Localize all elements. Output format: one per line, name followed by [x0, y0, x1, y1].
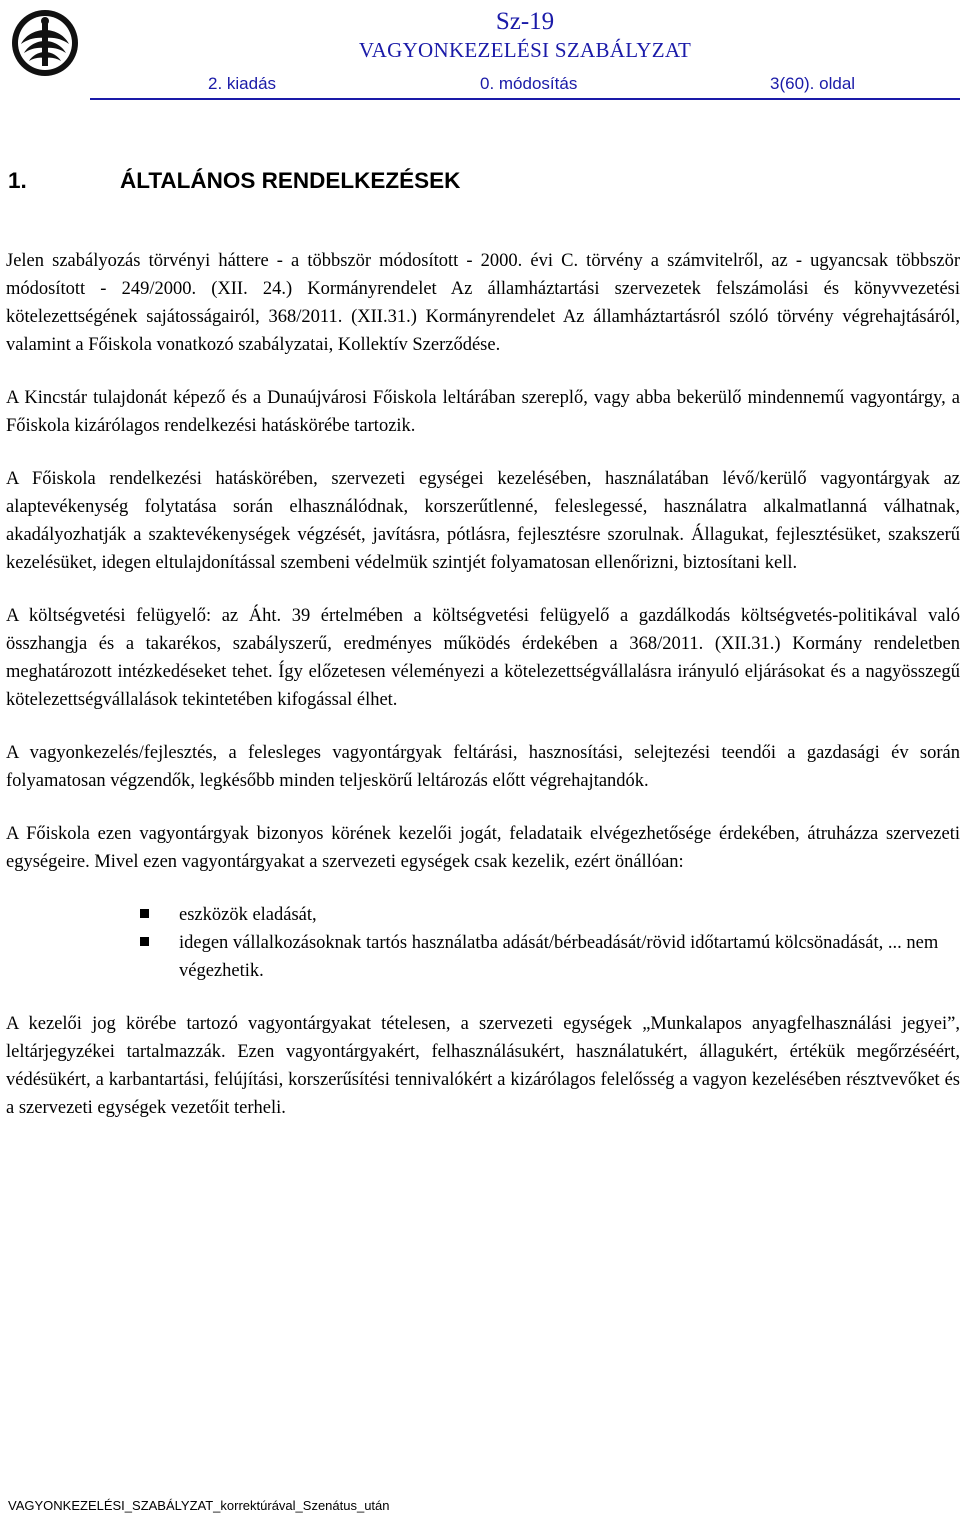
restriction-list — [6, 901, 960, 985]
paragraph-disposal-tasks: A vagyonkezelés/fejlesztés, a felesleges vagyontárgyak feltárási, hasznosítási, selejtezési teendői a gazdasági év során folyamatosan végzendők, legkésőbb minden teljeskörű leltározás előtt végrehajtandók. — [6, 743, 960, 791]
page-number: 3(60). oldal — [770, 74, 856, 93]
document-title: VAGYONKEZELÉSI SZABÁLYZAT — [358, 38, 692, 62]
list-item — [6, 929, 960, 985]
page-footer: VAGYONKEZELÉSI_SZABÁLYZAT_korrektúrával_Szenátus_után — [8, 1498, 390, 1513]
document-body — [6, 247, 960, 1147]
paragraph-legal-background: Jelen szabályozás törvényi háttere - a többször módosított - 2000. évi C. törvény a számvitelről, az - ugyancsak többször módosított - 249/2000. (XII. 24.) Kormányrendelet Az államháztartási szervezetek felszámolási és könyvvezetési kötelezettségének sajátosságairól, 368/2011. (XII.31.) Kormányrendelet Az államháztartásról szóló törvény végrehajtásáról, valamint a Főiskola vonatkozó szabályzatai, Kollektív Szerződése. — [6, 251, 960, 355]
paragraph-budget-supervisor: A költségvetési felügyelő: az Áht. 39 értelmében a költségvetési felügyelő a gazdálkodás költségvetés-politikával való összhangja és a takarékos, szabályszerű, eredményes működés érdekében a 368/2011. (XII.31.) Kormány rendeletben meghatározott intézkedéseket tehet. Így előzetesen véleményezi a kötelezettségvállalásra irányuló eljárásokat és a nagyösszegű kötelezettségvállalások tekintetében kifogással élhet. — [6, 606, 960, 710]
document-code: Sz-19 — [495, 8, 555, 35]
section-title: ÁLTALÁNOS RENDELKEZÉSEK — [120, 168, 461, 193]
list-item-text: eszközök eladását, — [179, 905, 317, 925]
paragraph-ownership: A Kincstár tulajdonát képező és a Dunaújvárosi Főiskola leltárában szereplő, vagy abba bekerülő mindennemű vagyontárgy, a Főiskola kizárólagos rendelkezési hatáskörébe tartozik. — [6, 388, 960, 436]
edition-label: 2. kiadás — [208, 74, 277, 93]
section-heading — [8, 168, 460, 194]
paragraph-delegated-rights: A Főiskola ezen vagyontárgyak bizonyos körének kezelői jogát, feladataik elvégezhetősége érdekében, átruházza szervezeti egységeire. Mivel ezen vagyontárgyakat a szervezeti egységek csak kezelik, ezért önállóan: — [6, 824, 960, 872]
section-number: 1. — [8, 168, 27, 193]
document-meta — [90, 72, 960, 100]
paragraph-asset-management: A Főiskola rendelkezési hatáskörében, szervezeti egységei kezelésében, használatában lévő/kerülő vagyontárgyak az alaptevékenység folytatása során elhasználódnak, korszerűtlenné, feleslegessé, használatra alkalmatlanná válhatnak, akadályozhatják a szaktevékenységek végzését, javításra, pótlásra, fejlesztésre szorulnak. Állagukat, fejlesztésüket, szakszerű kezelésüket, idegen eltulajdonítással szembeni védelmük szintjét folyamatosan ellenőrizni, biztosítani kell. — [6, 469, 960, 573]
modification-label: 0. módosítás — [480, 74, 578, 93]
bullet-square-icon — [140, 909, 149, 918]
list-item — [6, 901, 960, 929]
list-item-text: idegen vállalkozásoknak tartós használatba adását/bérbeadását/rövid időtartamú kölcsönadását, ... nem végezhetik. — [179, 933, 939, 981]
paragraph-responsibility: A kezelői jog körébe tartozó vagyontárgyakat tételesen, a szervezeti egységek „Munkalapos anyagfelhasználási jegyei”, leltárjegyzékei tartalmazzák. Ezen vagyontárgyakért, felhasználásukért, használatukért, állagukért, értékük megőrzéséért, védésükért, a karbantartási, felújítási, korszerűsítési tennivalókért a kizárólagos felelősség a vagyon kezelésében résztvevőket és a szervezeti egységek vezetőit terheli. — [6, 1014, 960, 1118]
institution-logo — [10, 8, 80, 78]
bullet-square-icon — [140, 937, 149, 946]
